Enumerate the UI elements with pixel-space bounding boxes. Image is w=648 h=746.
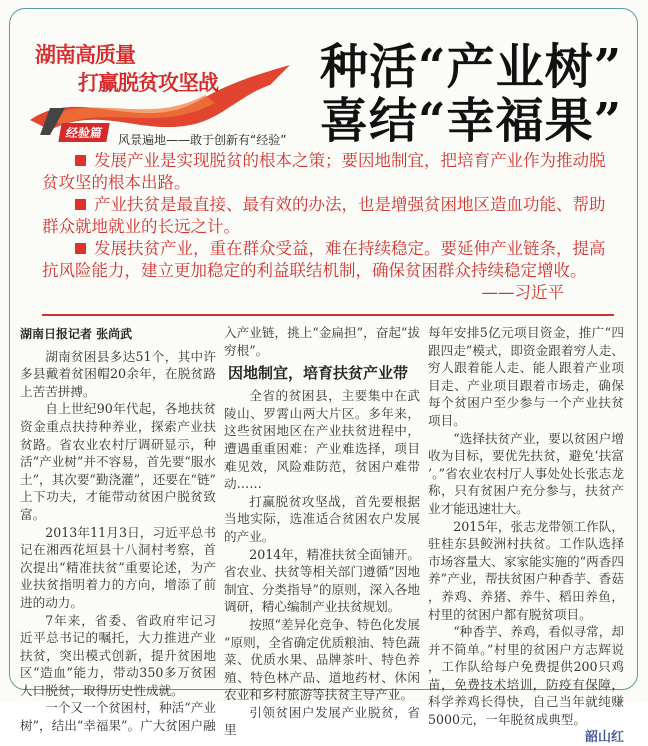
paragraph: 按照“差异化竞争、特色化发展”原则，全省确定优质粮油、特色蔬菜、优质水果、品牌茶叶、特色养殖、特色林产品、道地药材、休闲农业和乡村旅游等扶贫主导产业。	[224, 616, 420, 703]
paragraph: 7年来，省委、省政府牢记习近平总书记的嘱托，大力推进产业扶贫，突出模式创新，提升贫困地区“造血”能力，带动350多万贫困人口脱贫，取得历史性成就。	[20, 612, 216, 698]
quote-author: ——习近平	[481, 283, 564, 302]
paragraph: 入产业链，挑上“金扁担”，奋起“拔穷根”。	[224, 325, 420, 358]
column-logo	[20, 25, 290, 147]
article-column-1	[20, 324, 216, 735]
headline	[320, 40, 622, 148]
paragraph: 自上世纪90年代起，各地扶贫资金重点扶持种养业，探索产业扶贫路。省农业农村厅调研显示，种活“产业树”并不容易，首先要“服水土”，其次要“勤浇灌”，还要在“链”上下功夫，才能带动贫困户脱贫致富。	[20, 401, 216, 522]
headline-line2: 喜结“幸福果”	[320, 93, 623, 149]
paragraph: 湖南贫困县多达51个，其中许多县戴着贫困帽20余年，在脱贫路上苦苦拼搏。	[20, 348, 216, 399]
paragraph: 2013年11月3日，习近平总书记在湘西花垣县十八洞村考察，首次提出“精准扶贫”重要论述，为产业扶贫指明着力的方向，增添了前进的动力。	[20, 524, 216, 610]
logo-subtitle: 风景遍地——敢于创新有“经验”	[118, 133, 287, 147]
paragraph: 打赢脱贫攻坚战，首先要根据当地实际，选准适合贫困农户发展的产业。	[224, 493, 420, 544]
paragraph: 每年安排5亿元项目资金，推广“四跟四走”模式，即资金跟着穷人走、穷人跟着能人走、能人跟着产业项目走、产业项目跟着市场走，确保每个贫困户至少参与一个产业扶贫项目。	[428, 325, 624, 428]
paragraph: 2015年，张志龙带领工作队，驻桂东县鲛洲村扶贫。工作队选择市场容量大、家家能实施的“两香四养”产业，帮扶贫困户种香芋、香菇，养鸡、养猪、养牛、稻田养鱼，村里的贫困户都有脱贫项目。	[428, 518, 624, 622]
article-column-2	[224, 324, 420, 739]
square-bullet-icon	[75, 243, 86, 254]
headline-line1: 种活“产业树”	[320, 39, 623, 95]
logo-badge: 经验篇	[58, 123, 109, 142]
quote-box	[42, 150, 614, 304]
paragraph: 2014年，精准扶贫全面铺开。省农业、扶贫等相关部门遵循“因地制宜、分类指导”的原则，深入各地调研，精心编制产业扶贫规划。	[224, 546, 420, 615]
quote-item: 产业扶贫是最直接、最有效的办法，也是增强贫困地区造血功能、帮助群众就地就业的长远之计。	[42, 195, 606, 236]
logo-line1: 湖南高质量	[35, 43, 135, 67]
paragraph: 全省的贫困县，主要集中在武陵山、罗霄山两大片区。多年来，这些贫困地区在产业扶贫进程中，遭遇重重困难：产业难选择，项目难见效，风险难防范，贫困户难带动……	[224, 388, 420, 492]
subheading: 因地制宜，培育扶贫产业带	[228, 364, 409, 383]
paragraph: “选择扶贫产业，要以贫困户增收为目标，要优先扶贫，避免‘扶富’。”省农业农村厅人事处处长张志龙称，只有贫困户充分参与，扶贫产业才能迅速壮大。	[428, 430, 624, 516]
article-column-3	[428, 324, 624, 746]
logo-line2: 打赢脱贫攻坚战	[78, 71, 218, 95]
square-bullet-icon	[75, 199, 86, 210]
square-bullet-icon	[75, 155, 86, 166]
divider	[42, 314, 614, 316]
paragraph: 一个又一个贫困村，种活“产业树”，结出“幸福果”。广大贫困户融	[20, 700, 216, 734]
paragraph: “种香芋、养鸡，看似寻常，却并不简单。”村里的贫困户方志辉说，工作队给每户免费提供200只鸡苗，免费技术培训，防疫有保障，科学养鸡长得快，自己当年就纯赚5000元，一年脱贫成典型。	[428, 624, 624, 728]
quote-item: 发展产业是实现脱贫的根本之策；要因地制宜，把培育产业作为推动脱贫攻坚的根本出路。	[42, 151, 606, 192]
byline: 湖南日报记者 张尚武	[20, 327, 133, 341]
paragraph: 引领贫困户发展产业脱贫，省里	[224, 704, 420, 738]
quote-item: 发展扶贫产业，重在群众受益，难在持续稳定。要延伸产业链条，提高抗风险能力，建立更加稳定的利益联结机制，确保贫困群众持续稳定增收。	[42, 239, 606, 280]
watermark: 韶山红	[584, 729, 624, 745]
